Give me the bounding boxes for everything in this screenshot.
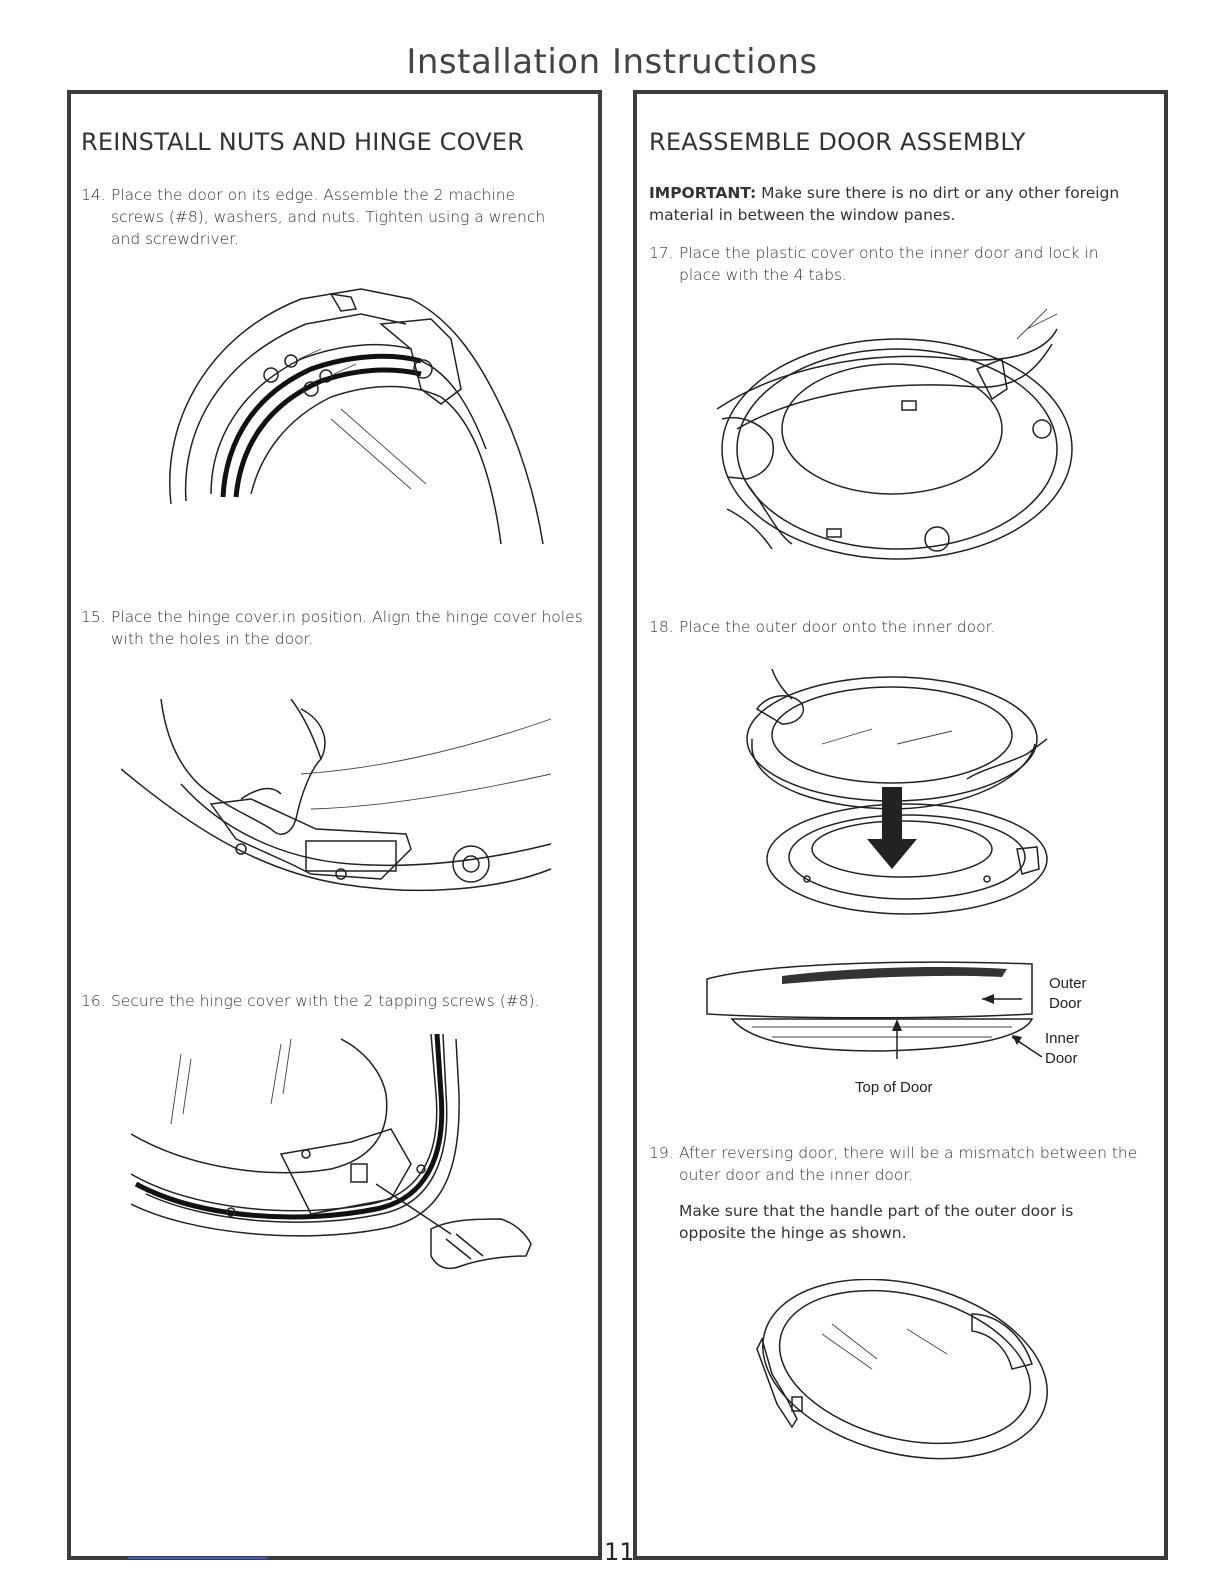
step-number: 18. (649, 618, 674, 636)
illustration-door-cross-section (702, 959, 1042, 1059)
step-14 (81, 184, 551, 250)
callout-inner-door (1045, 1029, 1079, 1069)
step-text: Secure the hinge cover with the 2 tapping screws (#8). (111, 992, 540, 1010)
illustration-hinge-cover-screws (131, 1034, 541, 1294)
step-18 (649, 616, 1109, 638)
left-panel (67, 90, 602, 1560)
step-text: Place the door on its edge. Assemble the 2 machine screws (#8), washers, and nuts. Tighten using a wrench and screwdriver. (111, 186, 546, 248)
callout-outer-door (1049, 974, 1087, 1014)
step-text: After reversing door, there will be a mismatch between the outer door and the inner door. (679, 1144, 1138, 1184)
step-number: 19. (649, 1144, 674, 1162)
important-note (649, 182, 1129, 226)
step-17 (649, 242, 1109, 286)
step-text: Place the plastic cover onto the inner door and lock in place with the 4 tabs. (679, 244, 1099, 284)
illustration-reversed-door (747, 1279, 1057, 1464)
step-text: Place the hinge cover.in position. Align the hinge cover holes with the holes in the door. (111, 608, 583, 648)
step-number: 15. (81, 608, 106, 626)
callout-inner-door-line1: Inner (1045, 1030, 1080, 1047)
right-panel (633, 90, 1168, 1560)
important-label: IMPORTANT: (649, 184, 757, 202)
callout-top-of-door: Top of Door (855, 1079, 933, 1096)
callout-outer-door-line1: Outer (1049, 975, 1087, 992)
page-title: Installation Instructions (406, 42, 818, 82)
step-number: 14. (81, 186, 106, 204)
important-text: Make sure there is no dirt or any other foreign material in between the window panes. (649, 184, 1120, 224)
illustration-plastic-cover (717, 309, 1077, 564)
step-19 (649, 1142, 1139, 1186)
illustration-hinge-cover-placement (121, 699, 561, 914)
illustration-door-screws (151, 279, 551, 549)
step-text: Place the outer door onto the inner door. (679, 618, 996, 636)
footer-rule (128, 1557, 267, 1559)
step-19-note: Make sure that the handle part of the outer door is opposite the hinge as shown. (679, 1202, 1074, 1242)
step-15 (81, 606, 591, 650)
page-number: 11 (604, 1538, 635, 1566)
callout-inner-door-line2: Door (1045, 1050, 1078, 1067)
step-number: 16. (81, 992, 106, 1010)
illustration-outer-door-placement (737, 669, 1057, 919)
section-heading-reassemble-door: REASSEMBLE DOOR ASSEMBLY (649, 128, 1026, 156)
step-number: 17. (649, 244, 674, 262)
step-16 (81, 990, 581, 1012)
section-heading-reinstall-nuts: REINSTALL NUTS AND HINGE COVER (81, 128, 525, 156)
callout-outer-door-line2: Door (1049, 995, 1082, 1012)
